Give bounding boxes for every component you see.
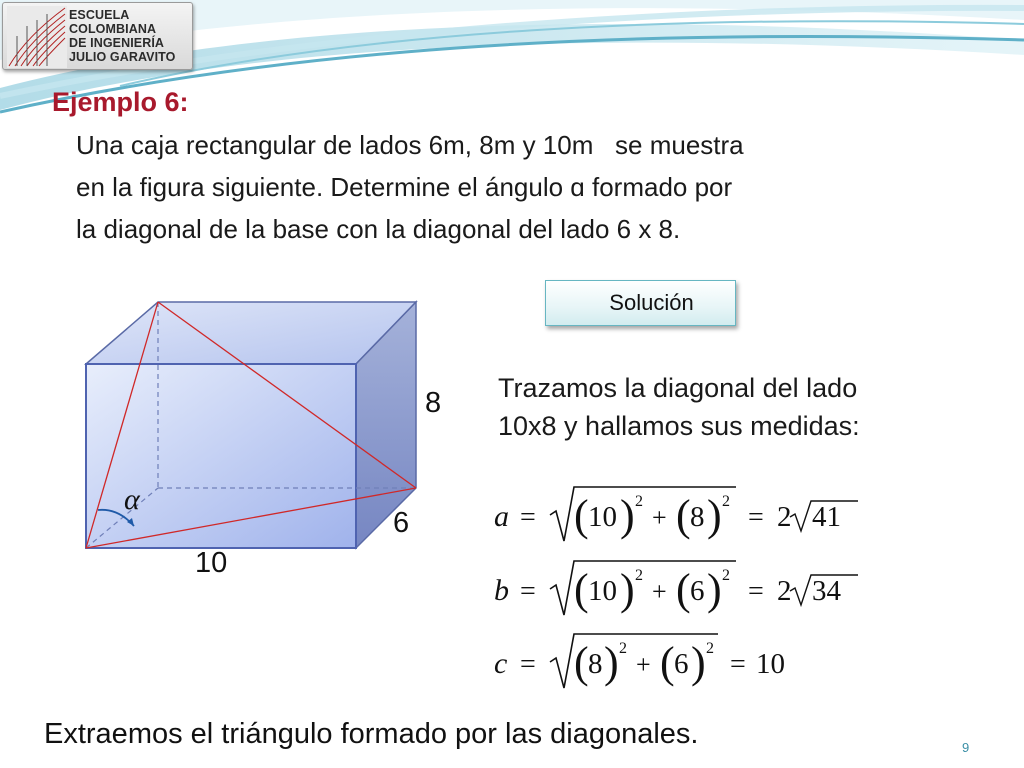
paren: ) [707,491,722,540]
paren: ( [574,565,589,614]
logo-line: DE INGENIERÍA [69,36,165,50]
result-radicand: 34 [812,575,841,607]
equals-sign: = [730,649,746,680]
term-2: 6 [674,648,689,680]
equals-sign: = [520,576,536,607]
paren: ( [676,565,691,614]
exponent: 2 [635,567,643,584]
exponent: 2 [619,640,627,657]
solution-button[interactable]: Solución [545,280,736,326]
formula-variable: b [494,574,509,607]
paren: ) [691,638,706,687]
plus-sign: + [636,650,651,679]
formula-variable: c [494,647,508,680]
logo-line: JULIO GARAVITO [69,50,176,64]
exponent: 2 [635,493,643,510]
explanation-text [498,369,860,445]
equals-sign: = [748,576,764,607]
formula-b [490,556,870,618]
paren: ( [574,491,589,540]
term-2: 6 [690,575,705,607]
height-label: 8 [425,387,442,419]
equals-sign: = [520,502,536,533]
exponent: 2 [722,567,730,584]
equals-sign: = [520,649,536,680]
exponent: 2 [722,493,730,510]
problem-line: en la figura siguiente. Determine el ángulo ɑ formado por [76,172,733,202]
exponent: 2 [706,640,714,657]
problem-line: la diagonal de la base con la diagonal del lado 6 x 8. [76,214,681,244]
length-label: 10 [195,547,228,579]
explanation-line: Trazamos la diagonal del lado [498,373,858,403]
term-1: 8 [588,648,603,680]
result-coefficient: 2 [777,575,792,607]
equals-sign: = [748,502,764,533]
page-number: 9 [962,740,970,755]
problem-line: Una caja rectangular de lados 6m, 8m y 10m se muestra [76,130,744,160]
formula-variable: a [494,500,509,533]
result-coefficient: 2 [777,501,792,533]
plus-sign: + [652,577,667,606]
angle-alpha-label: α [124,483,140,516]
term-1: 10 [588,575,617,607]
paren: ( [660,638,675,687]
paren: ) [620,491,635,540]
slide-title: Ejemplo 6: [52,87,189,117]
formula-c [490,628,870,690]
result-radicand: 41 [812,501,841,533]
paren: ) [707,565,722,614]
explanation-line: 10x8 y hallamos sus medidas: [498,411,860,441]
paren: ( [574,638,589,687]
term-1: 10 [588,501,617,533]
formula-a [490,483,870,545]
paren: ) [620,565,635,614]
result: 10 [756,648,785,680]
bottom-note: Extraemos el triángulo formado por las diagonales. [44,718,699,750]
logo-line: ESCUELA [69,8,130,22]
logo-line: COLOMBIANA [69,22,157,36]
paren: ( [676,491,691,540]
term-2: 8 [690,501,705,533]
depth-label: 6 [393,507,410,539]
box-front-face [86,364,356,548]
plus-sign: + [652,503,667,532]
paren: ) [604,638,619,687]
